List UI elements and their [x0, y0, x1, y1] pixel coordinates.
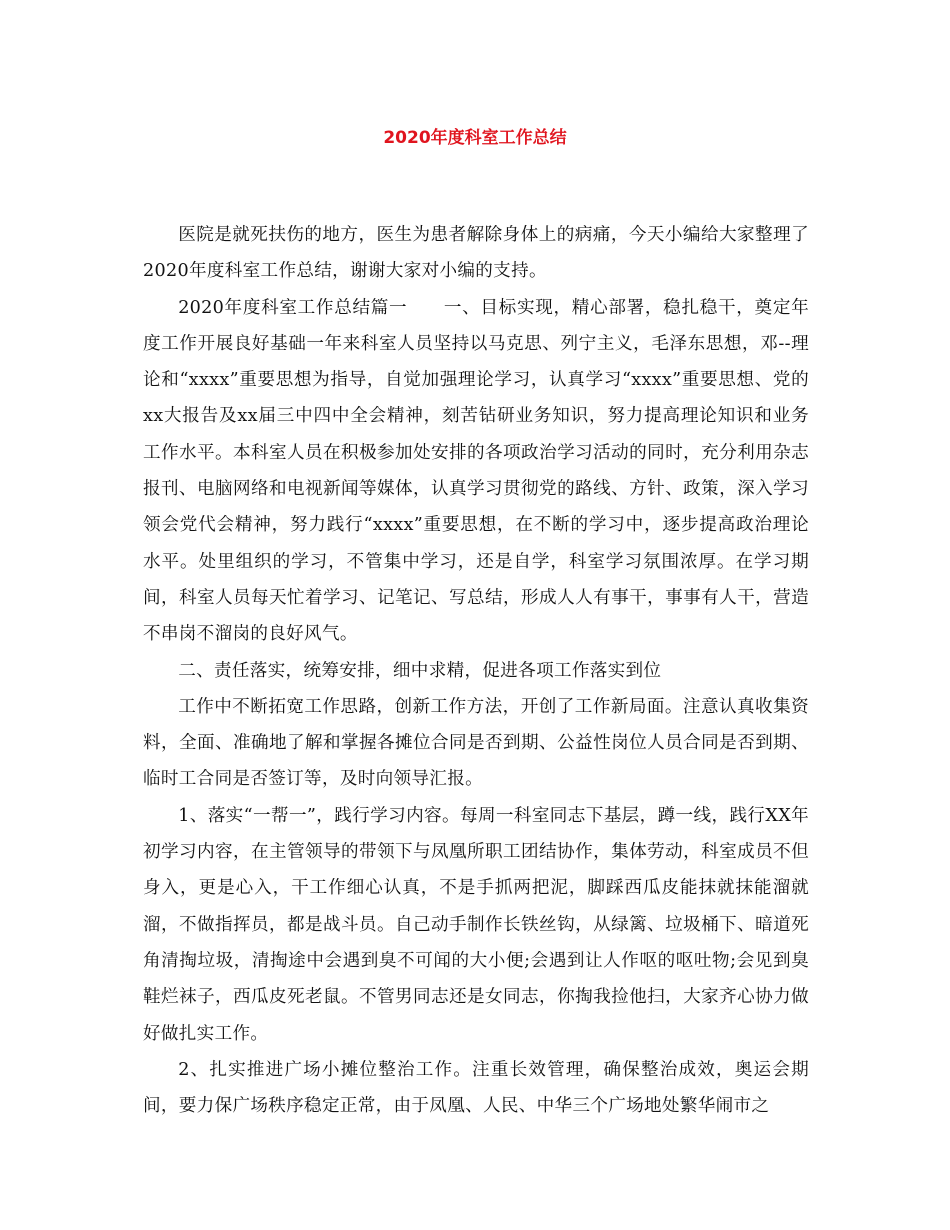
paragraph-item-1: 1、落实“一帮一”，践行学习内容。每周一科室同志下基层，蹲一线，践行XX年初学习内容，在主管领导的带领下与凤凰所职工团结协作，集体劳动，科室成员不但身入，更是心入，干工作细心认真，不是手抓两把泥，脚踩西瓜皮能抹就抹能溜就溜，不做指挥员，都是战斗员。自己动手制作长铁丝钩，从绿篱、垃圾桶下、暗道死角清掏垃圾，清掏途中会遇到臭不可闻的大小便;会遇到让人作呕的呕吐物;会见到臭鞋烂袜子，西瓜皮死老鼠。不管男同志还是女同志，你掏我捡他扫，大家齐心协力做好做扎实工作。: [143, 805, 809, 1044]
paragraph-intro: 医院是就死扶伤的地方，医生为患者解除身体上的病痛，今天小编给大家整理了2020年度科室工作总结，谢谢大家对小编的支持。: [143, 225, 809, 282]
document-title: 2020年度科室工作总结: [383, 128, 567, 148]
paragraph-item-2: 2、扎实推进广场小摊位整治工作。注重长效管理，确保整治成效，奥运会期间，要力保广场秩序稳定正常，由于凤凰、人民、中华三个广场地处繁华闹市之: [143, 1059, 809, 1117]
paragraph-section-1: 2020年度科室工作总结篇一 一、目标实现，精心部署，稳扎稳干，奠定年度工作开展良好基础一年来科室人员坚持以马克思、列宁主义，毛泽东思想，邓--理论和“xxxx”重要思想为指导，自觉加强理论学习，认真学习“xxxx”重要思想、党的xx大报告及xx届三中四中全会精神，刻苦钻研业务知识，努力提高理论知识和业务工作水平。本科室人员在积极参加处安排的各项政治学习活动的同时，充分利用杂志报刊、电脑网络和电视新闻等媒体，认真学习贯彻党的路线、方针、政策，深入学习领会党代会精神，努力践行“xxxx”重要思想，在不断的学习中，逐步提高政治理论水平。处里组织的学习，不管集中学习，还是自学，科室学习氛围浓厚。在学习期间，科室人员每天忙着学习、记笔记、写总结，形成人人有事干，事事有人干，营造不串岗不溜岗的良好风气。: [143, 297, 809, 645]
document-body: [143, 217, 809, 1124]
paragraph-section-2: 工作中不断拓宽工作思路，创新工作方法，开创了工作新局面。注意认真收集资料，全面、准确地了解和掌握各摊位合同是否到期、公益性岗位人员合同是否到期、临时工合同是否签订等，及时向领导汇报。: [143, 696, 809, 790]
paragraph-heading-2: 二、责任落实，统筹安排，细中求精，促进各项工作落实到位: [178, 660, 662, 681]
